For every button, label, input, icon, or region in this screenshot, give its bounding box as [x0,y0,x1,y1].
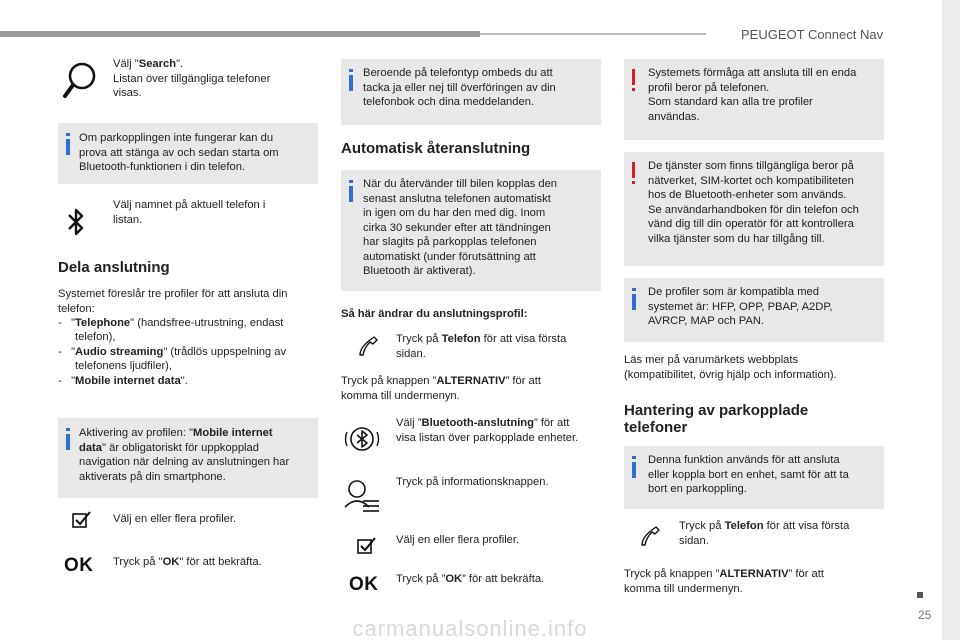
warning-icon [632,69,635,85]
tap-phone-text: Tryck på Telefon för att visa första sidan. [396,333,567,360]
profile-item-mobile-data: - "Mobile internet data". [58,375,188,387]
tap-alternativ-text: Tryck på knappen ”ALTERNATIV” för att komma till undermenyn. [341,375,541,402]
select-profiles-text-2: Välj en eller flera profiler. [396,534,520,546]
warning-icon [632,162,635,178]
watermark: carmanualsonline.info [352,616,588,640]
profile-item-telephone-cont: telefon), [75,331,116,343]
info-person-icon [343,477,383,517]
info-button-text: Tryck på informationsknappen. [396,476,549,488]
page-header-title: PEUGEOT Connect Nav [741,27,884,42]
ok-step-text: Tryck på "OK" för att bekräfta. [113,556,262,568]
tap-phone-text-2: Tryck på Telefon för att visa första sidan. [679,520,850,547]
profiles-intro: Systemet föreslår tre profiler för att ansluta din telefon: [58,288,288,315]
info-icon [66,428,70,431]
info-icon [632,456,636,459]
page-number: 25 [918,608,932,622]
header-rule-thin [480,33,706,35]
heading-hantering: Hantering av parkopplade telefoner [624,402,809,436]
info-box-reconnect: När du återvänder till bilen kopplas den senast anslutna telefonen automatiskt in igen om du har den med dig. Inom cirka 30 sekunder efter att tändningen har slagits på parkopplas telefonen automatiskt (under förutsättning att Bluetooth är aktiverat). [341,170,601,291]
header-rule [0,31,480,37]
read-more-text: Läs mer på varumärkets webbplats (kompatibilitet, övrig hjälp och information). [624,354,837,381]
info-box-compatible-profiles: De profiler som är kompatibla med systemet är: HFP, OPP, PBAP, A2DP, AVRCP, MAP och PAN. [624,278,884,342]
select-profiles-text: Välj en eller flera profiler. [113,513,237,525]
info-box-phonebook: Beroende på telefontyp ombeds du att tacka ja eller nej till överföringen av din telefonbok och dina meddelanden. [341,59,601,125]
info-icon [349,69,353,72]
margin-strip [942,0,960,640]
info-icon [349,180,353,183]
info-box-pairing: Om parkopplingen inte fungerar kan du prova att stänga av och sedan starta om Bluetooth-funktionen i din telefon. [58,123,318,184]
heading-automatisk-ateranslutning: Automatisk återanslutning [341,140,531,157]
bluetooth-connection-icon [343,420,381,458]
ok-icon: OK [64,555,94,576]
profile-item-audio: - "Audio streaming" (trådlös uppspelning av [58,346,287,358]
checkbox-icon [357,537,377,555]
ok-step-text-2: Tryck på ”OK” för att bekräfta. [396,573,545,585]
profile-item-audio-cont: telefonens ljudfiler), [75,360,173,372]
profile-item-telephone: - "Telephone" (handsfree-utrustning, endast [58,317,284,329]
heading-dela-anslutning: Dela anslutning [58,259,170,276]
bluetooth-connection-text: Välj ”Bluetooth-anslutning” för att visa listan över parkopplade enheter. [396,417,579,444]
ok-icon: OK [349,574,379,595]
select-phone-text: Välj namnet på aktuell telefon i listan. [113,199,266,226]
warning-box-services: De tjänster som finns tillgängliga beror på nätverket, SIM-kortet och kompatibiliteten hos de Bluetooth-enheter som används. Se användarhandboken för din telefon och vänd dig till din operatör för att kontrollera vilka tjänster som du har tillgång till. [624,152,884,266]
bluetooth-icon [66,206,86,238]
warning-box-profile: Systemets förmåga att ansluta till en enda profil beror på telefonen. Som standard kan alla tre profiler användas. [624,59,884,140]
subheading-change-profile: Så här ändrar du anslutningsprofil: [341,308,528,320]
phone-icon [356,334,380,358]
info-icon [632,288,636,291]
info-icon [66,133,70,136]
checkbox-icon [72,511,92,529]
phone-icon [638,524,662,548]
info-box-mobile-data: Aktivering av profilen: "Mobile internet data" är obligatoriskt för uppkopplad navigation när delning av anslutningen har aktiverats på din smartphone. [58,418,318,498]
search-icon [58,60,100,102]
search-step-text: Välj "Search". Listan över tillgängliga telefoner visas. [113,58,271,99]
tap-alternativ-text-2: Tryck på knappen ”ALTERNATIV” för att komma till undermenyn. [624,568,824,595]
info-box-manage: Denna funktion används för att ansluta eller koppla bort en enhet, samt för att ta bort en parkoppling. [624,446,884,509]
continue-marker [917,592,923,598]
